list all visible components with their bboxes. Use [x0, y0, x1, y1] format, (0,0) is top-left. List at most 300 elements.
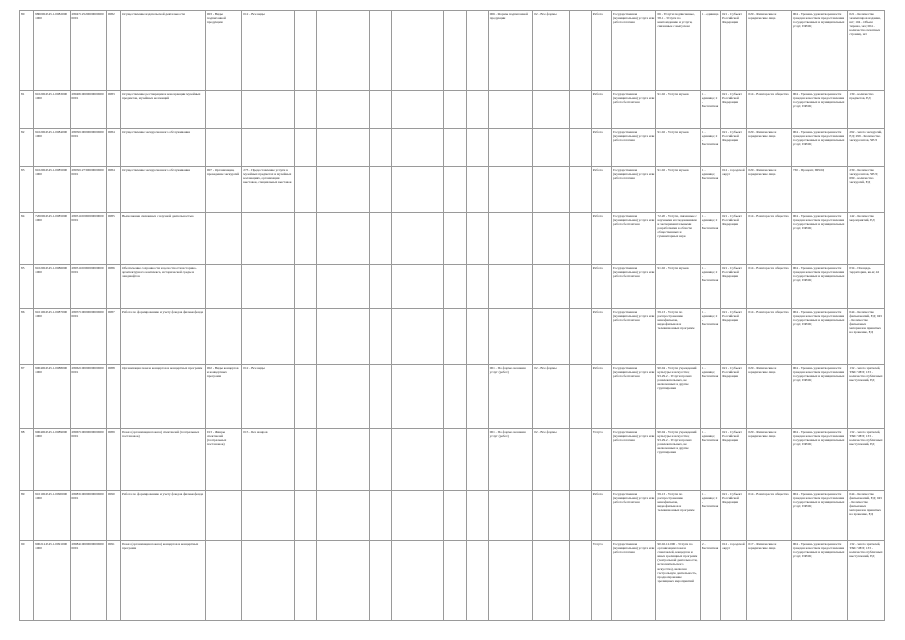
- cell-text: 89: [21, 492, 25, 496]
- cell-text: 900212.Р.45.1.00910001000: [35, 542, 68, 551]
- cell-text: 28084100000000000000001: [71, 542, 104, 551]
- cell-text: 91.02 - Услуги музеев: [657, 266, 689, 270]
- table-cell: [721, 91, 747, 129]
- table-cell: [591, 491, 611, 541]
- table-cell: [848, 129, 885, 167]
- table-cell: [20, 429, 34, 491]
- cell-text: 06 - Услуги подписанные, 58.1 - Услуги по книгоизданию и услуги, связанные с выпуском: [657, 12, 695, 29]
- table-cell: [612, 91, 656, 129]
- cell-text: Государственная (муниципальная) услуга или работа бесплатная: [613, 266, 655, 279]
- table-row: [20, 309, 885, 365]
- table-cell: [533, 491, 569, 541]
- table-cell: [721, 429, 747, 491]
- table-cell: [294, 213, 316, 265]
- cell-text: 02 - Все формы: [534, 12, 557, 16]
- table-cell: [444, 11, 466, 91]
- table-cell: [70, 11, 106, 91]
- table-row: [20, 91, 885, 129]
- cell-text: 004 - Уровень удовлетворенности граждан качеством предоставления государственных и муниципальных услуг, ПРОЦ: [792, 430, 845, 447]
- cell-text: 910100.Р.45.1.00900001000: [35, 492, 68, 501]
- table-cell: [656, 213, 700, 265]
- table-cell: [700, 91, 720, 129]
- cell-text: Работа: [592, 310, 603, 314]
- table-row: [20, 11, 885, 91]
- cell-text: 012 - Все виды: [243, 366, 265, 370]
- table-row: [20, 491, 885, 541]
- table-cell: [488, 213, 532, 265]
- table-cell: [488, 309, 532, 365]
- table-cell: [488, 167, 532, 213]
- table-cell: [106, 11, 120, 91]
- table-cell: [391, 129, 444, 167]
- cell-text: 021 - Субъект Российской Федерации: [722, 12, 742, 25]
- table-cell: [205, 213, 241, 265]
- table-cell: [569, 129, 591, 167]
- table-cell: [721, 365, 747, 429]
- cell-text: 001 - По форме оказания услуг (работ): [489, 366, 526, 375]
- cell-text: Работа: [592, 492, 603, 496]
- cell-text: 28050127300000000000001: [71, 168, 104, 177]
- table-cell: [106, 541, 120, 621]
- cell-text: 013 - Жанры спектаклей (театральных постановок): [206, 430, 227, 447]
- cell-text: 001 - По форме оказания услуг (работ): [489, 430, 526, 439]
- table-cell: [591, 365, 611, 429]
- table-cell: [747, 129, 791, 167]
- cell-text: 59.13 - Услуги по распространению кинофильмов, видеофильмов и телевизионных программ: [657, 492, 695, 513]
- cell-text: 004 - Уровень удовлетворенности граждан качеством предоставления государственных и муниципальных услуг, ПРОЦ: [792, 130, 845, 147]
- table-cell: [121, 91, 206, 129]
- table-cell: [591, 129, 611, 167]
- table-cell: [20, 167, 34, 213]
- cell-text: Работа: [592, 168, 603, 172]
- cell-text: Государственная (муниципальная) услуга или работа бесплатная: [613, 214, 655, 227]
- table-cell: [721, 265, 747, 309]
- registry-table: [19, 10, 885, 621]
- cell-text: 28048100000000000000001: [71, 92, 104, 101]
- table-cell: [391, 541, 444, 621]
- table-cell: [121, 11, 206, 91]
- table-cell: [70, 491, 106, 541]
- cell-text: 1 - единица; 2 - Бесплатная: [701, 92, 719, 109]
- table-cell: [656, 167, 700, 213]
- table-cell: [391, 11, 444, 91]
- table-cell: [533, 167, 569, 213]
- table-cell: [848, 429, 885, 491]
- table-cell: [569, 265, 591, 309]
- cell-text: 730 - Процент, ПРОЦ: [792, 168, 824, 172]
- table-cell: [70, 91, 106, 129]
- table-cell: [369, 429, 391, 491]
- cell-text: 292 - число экскурсий, ЕД; 299 - Количество экскурсантов, ЧЕЛ: [849, 130, 883, 143]
- table-cell: [317, 541, 370, 621]
- table-cell: [721, 491, 747, 541]
- table-cell: [533, 541, 569, 621]
- cell-text: 029 - Физические и юридические лица: [748, 12, 777, 21]
- cell-text: Государственная (муниципальная) услуга или работа бесплатная: [613, 366, 655, 379]
- table-row: [20, 365, 885, 429]
- cell-text: 900400.Р.45.1.00890001000: [35, 430, 68, 439]
- cell-text: 980000.Р.45.1.00820001000: [35, 12, 68, 21]
- cell-text: 900400.Р.45.1.00880001000: [35, 366, 68, 375]
- table-cell: [466, 429, 488, 491]
- cell-text: 720000.Р.45.1.00850001000: [35, 214, 68, 223]
- cell-text: 021 - Субъект Российской Федерации: [722, 430, 742, 443]
- table-cell: [747, 213, 791, 265]
- cell-text: 90: [21, 542, 25, 546]
- table-cell: [205, 309, 241, 365]
- table-cell: [34, 265, 70, 309]
- table-cell: [70, 309, 106, 365]
- cell-text: 28057100000000000000001: [71, 310, 104, 319]
- table-cell: [317, 213, 370, 265]
- table-cell: [791, 429, 848, 491]
- table-cell: [106, 365, 120, 429]
- table-cell: [466, 491, 488, 541]
- table-cell: [848, 11, 885, 91]
- table-cell: [848, 491, 885, 541]
- table-cell: [656, 91, 700, 129]
- cell-text: 87: [21, 366, 25, 370]
- table-cell: [205, 365, 241, 429]
- table-cell: [444, 167, 466, 213]
- cell-text: 132 - число зрителей, ТЫС ЧЕЛ; 133 - количество публичных выступлений, ЕД: [849, 542, 883, 559]
- table-cell: [656, 11, 700, 91]
- table-cell: [591, 309, 611, 365]
- table-cell: [700, 265, 720, 309]
- table-cell: [656, 365, 700, 429]
- table-cell: [121, 129, 206, 167]
- table-cell: [34, 11, 70, 91]
- table-cell: [391, 429, 444, 491]
- cell-text: 1 - единица; 2 - Бесплатная: [701, 266, 719, 283]
- table-cell: [791, 167, 848, 213]
- table-cell: [466, 309, 488, 365]
- table-cell: [106, 491, 120, 541]
- table-cell: [791, 91, 848, 129]
- table-cell: [656, 309, 700, 365]
- table-cell: [700, 429, 720, 491]
- cell-text: 034 - Площадь территории, кв.м; 42: [849, 266, 880, 275]
- cell-text: 132 - число зрителей, ТЫС ЧЕЛ; 133 - количество публичных выступлений, ЕД: [849, 366, 883, 383]
- table-cell: [700, 365, 720, 429]
- cell-text: 910200.Р.45.1.00850001000: [35, 168, 68, 177]
- cell-text: Услуга: [592, 542, 603, 546]
- cell-text: 0086: [107, 266, 115, 270]
- table-cell: [444, 491, 466, 541]
- cell-text: 81: [21, 92, 25, 96]
- cell-text: 002 - Виды концертов и концертных программ: [206, 366, 239, 379]
- cell-text: 910200.Р.45.1.00840001000: [35, 130, 68, 139]
- table-cell: [533, 429, 569, 491]
- cell-text: Работа по формированию и учету фондов фильмофонда: [122, 310, 204, 314]
- cell-text: 86: [21, 310, 25, 314]
- table-cell: [466, 265, 488, 309]
- cell-text: 84: [21, 214, 25, 218]
- table-cell: [569, 429, 591, 491]
- table-cell: [591, 167, 611, 213]
- table-cell: [242, 429, 295, 491]
- cell-text: 72.20 - Услуги, связанные с научными исследованиями и экспериментальными разработками в области общественных и гуманитарных наук: [657, 214, 697, 239]
- table-row: [20, 541, 885, 621]
- cell-text: Показ (организация показа) спектаклей (театральных постановок): [122, 430, 200, 439]
- table-cell: [70, 129, 106, 167]
- table-cell: [488, 91, 532, 129]
- cell-text: 28062100000000000000001: [71, 366, 104, 375]
- cell-text: 1 - единица: [701, 12, 719, 16]
- cell-text: 02 - Все формы: [534, 366, 557, 370]
- table-cell: [721, 11, 747, 91]
- table-cell: [121, 491, 206, 541]
- cell-text: 1 - единица; 2 - Бесплатная: [701, 492, 719, 509]
- table-cell: [612, 167, 656, 213]
- table-cell: [205, 11, 241, 91]
- table-cell: [721, 167, 747, 213]
- cell-text: 1 - единица; Бесплатная: [701, 430, 719, 443]
- table-cell: [317, 91, 370, 129]
- table-cell: [569, 365, 591, 429]
- table-cell: [488, 129, 532, 167]
- cell-text: 0084: [107, 130, 115, 134]
- table-cell: [700, 491, 720, 541]
- cell-text: 012 - городской округ: [722, 168, 745, 177]
- table-cell: [121, 167, 206, 213]
- table-cell: [444, 309, 466, 365]
- table-cell: [591, 265, 611, 309]
- cell-text: 029 - Физические и юридические лица: [748, 168, 777, 177]
- registry-sheet: [19, 10, 885, 618]
- table-cell: [391, 213, 444, 265]
- cell-text: 021 - Субъект Российской Федерации: [722, 130, 742, 143]
- table-cell: [121, 213, 206, 265]
- table-cell: [242, 91, 295, 129]
- table-cell: [121, 429, 206, 491]
- table-cell: [391, 309, 444, 365]
- table-cell: [721, 213, 747, 265]
- table-cell: [700, 541, 720, 621]
- cell-text: 029 - Физические и юридические лица: [748, 130, 777, 139]
- cell-text: 28050100000000000000001: [71, 130, 104, 139]
- table-cell: [369, 265, 391, 309]
- table-cell: [106, 265, 120, 309]
- table-cell: [242, 365, 295, 429]
- table-cell: [591, 429, 611, 491]
- cell-text: 59.13 - Услуги по распространению кинофильмов, видеофильмов и телевизионных программ: [657, 310, 695, 331]
- registry-body: [20, 11, 885, 621]
- table-cell: [466, 91, 488, 129]
- cell-text: Показ (организация показа) концертов и концертных программ: [122, 542, 199, 551]
- table-cell: [205, 91, 241, 129]
- table-cell: [106, 213, 120, 265]
- cell-text: 28047125200000000000001: [71, 12, 104, 21]
- table-cell: [533, 129, 569, 167]
- table-cell: [612, 265, 656, 309]
- table-cell: [317, 129, 370, 167]
- table-cell: [444, 265, 466, 309]
- table-cell: [242, 129, 295, 167]
- table-cell: [569, 213, 591, 265]
- table-cell: [121, 541, 206, 621]
- cell-text: 0082: [107, 12, 115, 16]
- cell-text: Государственная (муниципальная) услуга или работа бесплатная: [613, 92, 655, 105]
- table-cell: [34, 541, 70, 621]
- cell-text: 91.02 - Услуги музеев: [657, 168, 689, 172]
- table-cell: [612, 365, 656, 429]
- cell-text: 004 - Уровень удовлетворенности граждан качеством предоставления государственных и муниципальных услуг, ПРОЦ: [792, 492, 845, 509]
- cell-text: Работа: [592, 366, 603, 370]
- table-cell: [466, 541, 488, 621]
- table-cell: [70, 541, 106, 621]
- table-cell: [242, 213, 295, 265]
- table-cell: [205, 541, 241, 621]
- table-cell: [121, 309, 206, 365]
- table-cell: [533, 309, 569, 365]
- cell-text: 239 - Количество экскурсантов, ЧЕЛ; 699 - количество экскурсий, ЕД: [849, 168, 878, 185]
- table-row: [20, 429, 885, 491]
- table-cell: [612, 129, 656, 167]
- table-cell: [444, 129, 466, 167]
- table-cell: [369, 491, 391, 541]
- cell-text: 006 - Формы подписанной продукции: [489, 12, 528, 21]
- table-cell: [20, 129, 34, 167]
- table-cell: [747, 309, 791, 365]
- cell-text: 004 - Уровень удовлетворенности граждан качеством предоставления государственных и муниципальных услуг, ПРОЦ: [792, 12, 845, 29]
- cell-text: Осуществление издательской деятельности: [122, 12, 185, 16]
- table-cell: [656, 129, 700, 167]
- cell-text: Государственная (муниципальная) услуга или работа платная: [613, 542, 655, 555]
- table-cell: [533, 11, 569, 91]
- table-cell: [391, 265, 444, 309]
- cell-text: 021 - Количество экземпляров издания, шт; 104 - Объем тиража, экз; 004 - количество печатных страниц, шт: [849, 12, 881, 37]
- cell-text: Осуществление экскурсионного обслуживания: [122, 168, 190, 172]
- table-cell: [700, 11, 720, 91]
- cell-text: 021 - Субъект Российской Федерации: [722, 214, 742, 227]
- table-cell: [791, 491, 848, 541]
- table-cell: [591, 541, 611, 621]
- cell-text: 91.02 - Услуги музеев: [657, 92, 689, 96]
- table-cell: [721, 309, 747, 365]
- table-cell: [391, 491, 444, 541]
- table-cell: [466, 129, 488, 167]
- table-cell: [700, 213, 720, 265]
- table-cell: [747, 429, 791, 491]
- cell-text: Работа: [592, 214, 603, 218]
- table-cell: [747, 167, 791, 213]
- table-cell: [466, 11, 488, 91]
- table-cell: [70, 167, 106, 213]
- table-cell: [533, 213, 569, 265]
- table-cell: [569, 167, 591, 213]
- cell-text: 007 - Организация, проведение экскурсий: [206, 168, 240, 177]
- table-cell: [391, 167, 444, 213]
- table-cell: [242, 541, 295, 621]
- cell-text: 90.04 - Услуги учреждений культуры и искусства; 93.29.2 - Услуги прочих развлекательных, не включенных в другие группировки: [657, 430, 697, 455]
- cell-text: Обеспечение сохранности и целостности историко-архитектурного комплекса, исторической среды и ландшафтов: [122, 266, 197, 279]
- table-cell: [791, 541, 848, 621]
- table-cell: [848, 167, 885, 213]
- table-cell: [34, 365, 70, 429]
- table-cell: [294, 265, 316, 309]
- table-cell: [317, 167, 370, 213]
- cell-text: 014 - В интересах общества: [748, 492, 789, 496]
- table-cell: [205, 491, 241, 541]
- cell-text: Выполнение связанных с научной деятельностью: [122, 214, 194, 218]
- cell-text: 004 - Уровень удовлетворенности граждан качеством предоставления государственных и муниципальных услуг, ПРОЦ: [792, 542, 845, 559]
- cell-text: 132 - число зрителей, ТЫС ЧЕЛ; 133 - количество публичных выступлений, ЕД: [849, 430, 883, 447]
- table-cell: [848, 265, 885, 309]
- table-cell: [369, 365, 391, 429]
- table-cell: [848, 365, 885, 429]
- table-cell: [294, 309, 316, 365]
- cell-text: 0091: [107, 542, 115, 546]
- cell-text: 0088: [107, 366, 115, 370]
- cell-text: 1 - единица; Бесплатная: [701, 366, 719, 379]
- cell-text: 004 - Уровень удовлетворенности граждан качеством предоставления государственных и муниципальных услуг, ПРОЦ: [792, 266, 845, 283]
- table-cell: [242, 11, 295, 91]
- cell-text: 0084: [107, 168, 115, 172]
- table-cell: [205, 429, 241, 491]
- table-cell: [317, 309, 370, 365]
- table-cell: [791, 365, 848, 429]
- table-row: [20, 265, 885, 309]
- table-cell: [721, 541, 747, 621]
- table-cell: [242, 491, 295, 541]
- table-cell: [791, 129, 848, 167]
- cell-text: 02 - Все формы: [534, 430, 557, 434]
- cell-text: 0090: [107, 492, 115, 496]
- cell-text: Работа: [592, 92, 603, 96]
- table-cell: [444, 91, 466, 129]
- cell-text: 1 - единица; Бесплатная: [701, 168, 719, 181]
- table-cell: [612, 541, 656, 621]
- table-cell: [121, 265, 206, 309]
- table-row: [20, 167, 885, 213]
- table-cell: [612, 213, 656, 265]
- table-cell: [791, 213, 848, 265]
- cell-text: Услуга: [592, 430, 603, 434]
- table-cell: [70, 365, 106, 429]
- table-cell: [20, 309, 34, 365]
- table-cell: [569, 309, 591, 365]
- cell-text: Работа: [592, 12, 603, 16]
- cell-text: 1 - единица; 2 - Бесплатная: [701, 130, 719, 147]
- table-cell: [205, 265, 241, 309]
- cell-text: 021 - Субъект Российской Федерации: [722, 366, 742, 379]
- table-cell: [317, 265, 370, 309]
- table-cell: [466, 167, 488, 213]
- table-cell: [391, 365, 444, 429]
- table-cell: [656, 541, 700, 621]
- table-cell: [34, 167, 70, 213]
- table-cell: [294, 129, 316, 167]
- table-cell: [121, 365, 206, 429]
- table-cell: [317, 11, 370, 91]
- table-cell: [747, 541, 791, 621]
- cell-text: 83: [21, 168, 25, 172]
- table-cell: [488, 429, 532, 491]
- cell-text: 0087: [107, 310, 115, 314]
- table-cell: [700, 167, 720, 213]
- table-cell: [369, 213, 391, 265]
- cell-text: 910200.Р.45.1.00860001000: [35, 266, 68, 275]
- table-cell: [700, 129, 720, 167]
- table-cell: [747, 11, 791, 91]
- cell-text: Государственная (муниципальная) услуга или работа платная: [613, 130, 655, 143]
- cell-text: 139 - количество предметов, ЕД: [849, 92, 874, 101]
- table-cell: [294, 491, 316, 541]
- table-cell: [34, 129, 70, 167]
- cell-text: 004 - Уровень удовлетворенности граждан качеством предоставления государственных и муниципальных услуг, ПРОЦ: [792, 92, 845, 109]
- cell-text: 004 - Уровень удовлетворенности граждан качеством предоставления государственных и муниципальных услуг, ПРОЦ: [792, 214, 845, 231]
